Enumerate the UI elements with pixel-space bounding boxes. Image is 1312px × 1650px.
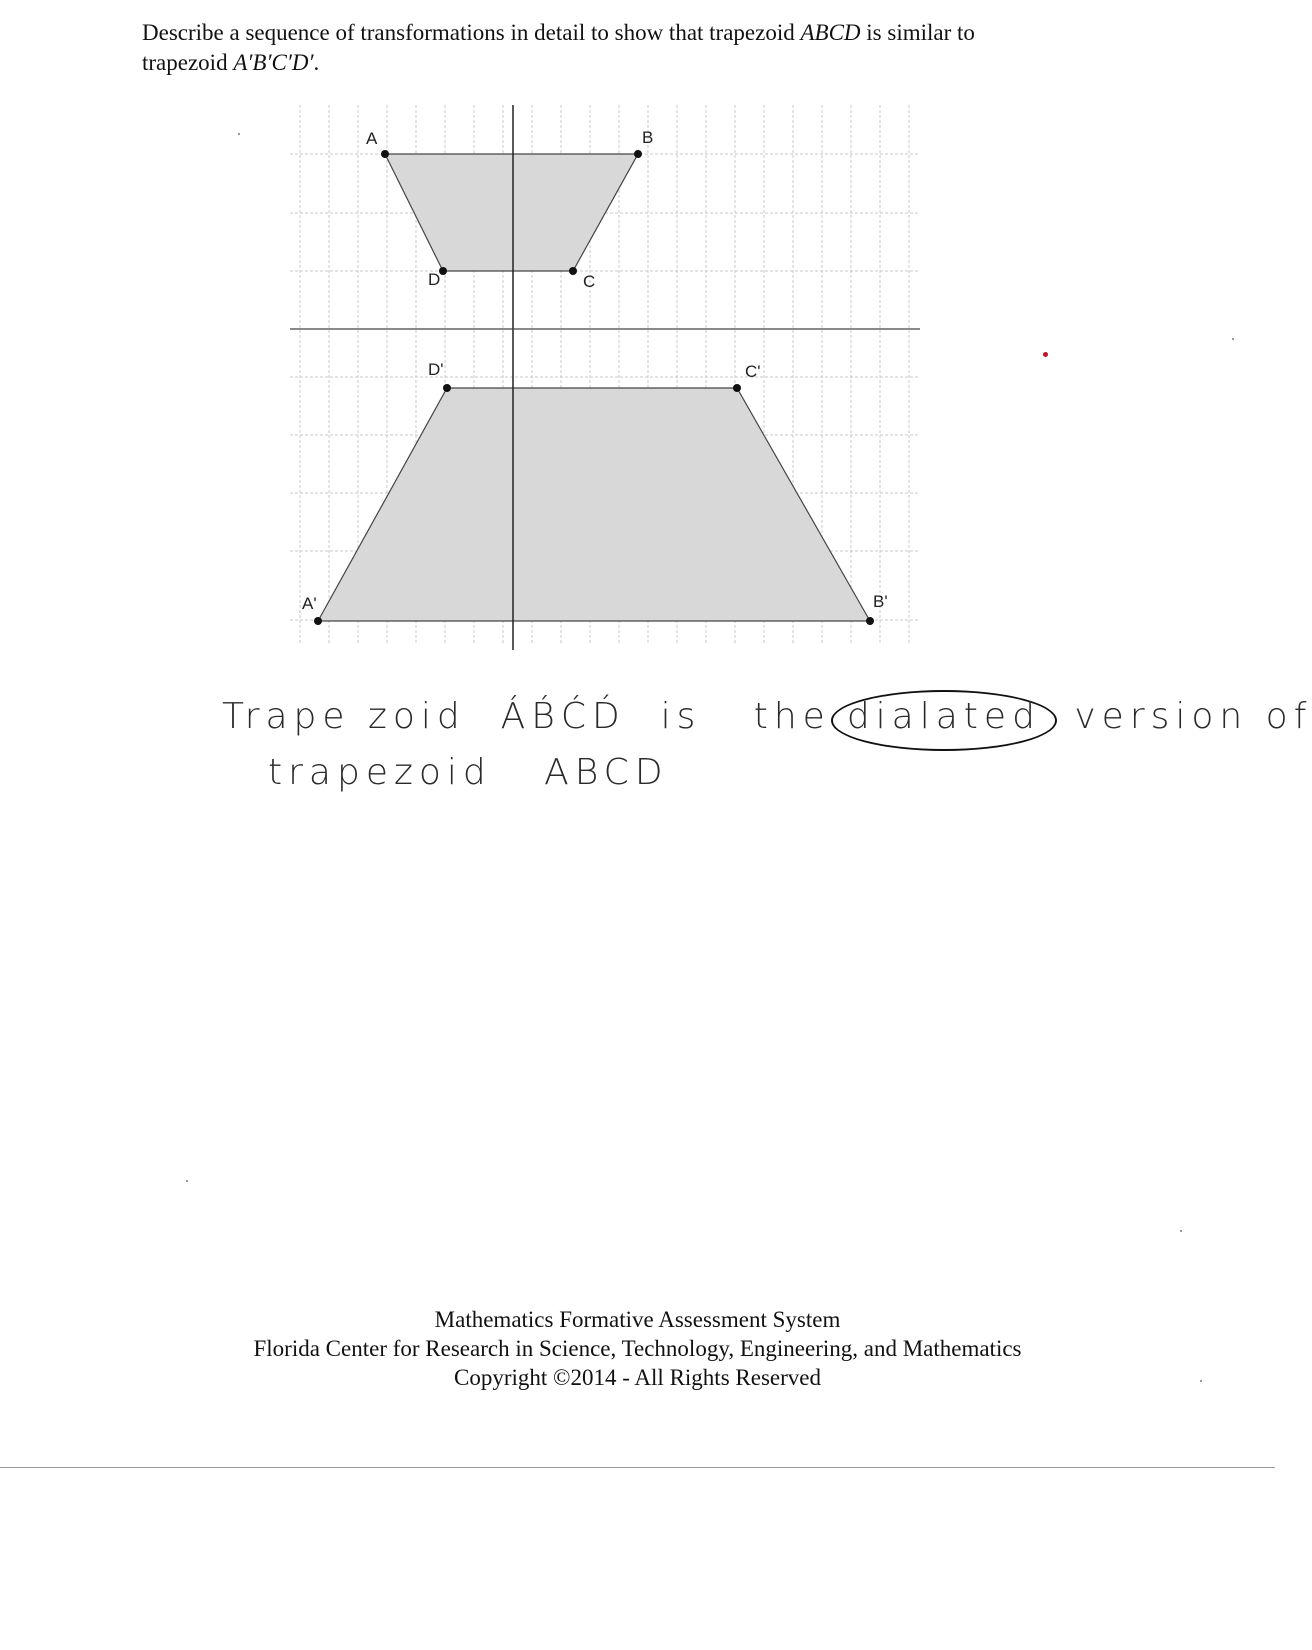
point-a-prime xyxy=(314,617,322,625)
question-part1: Describe a sequence of transformations in detail to show that trapezoid xyxy=(142,20,801,45)
point-b xyxy=(634,150,642,158)
label-b: B xyxy=(642,128,654,147)
point-c xyxy=(569,267,577,275)
coordinate-grid-figure xyxy=(290,105,930,660)
point-d-prime xyxy=(443,384,451,392)
scan-speck xyxy=(1180,1230,1182,1232)
label-a: A xyxy=(366,129,378,148)
footer-line-1: Mathematics Formative Assessment System xyxy=(434,1307,841,1332)
scan-speck-red xyxy=(1043,352,1048,357)
point-a xyxy=(381,150,389,158)
answer-word-is: is xyxy=(660,696,702,737)
scan-speck xyxy=(1200,1380,1202,1382)
handwritten-answer-line-2 xyxy=(268,752,669,793)
answer-word-abcd: ABCD xyxy=(544,752,669,793)
scan-speck xyxy=(186,1180,188,1182)
answer-word-trapezoid: Trape zoid xyxy=(222,696,466,737)
footer-line-3: Copyright ©2014 - All Rights Reserved xyxy=(454,1365,821,1390)
question-text xyxy=(142,18,1082,78)
page-divider xyxy=(0,1467,1275,1468)
scan-speck xyxy=(1232,338,1234,340)
label-b-prime: B' xyxy=(873,592,888,611)
scan-speck xyxy=(238,133,240,135)
trapezoid-abcd xyxy=(385,154,638,271)
answer-word-version-of: version of xyxy=(1074,696,1312,737)
question-part3: trapezoid xyxy=(142,50,234,75)
label-a-prime: A' xyxy=(302,594,317,613)
point-b-prime xyxy=(866,617,874,625)
label-c: C xyxy=(583,272,596,291)
question-part4: . xyxy=(313,50,320,75)
answer-word-the: the xyxy=(753,696,831,737)
circled-word-dialated: dialated xyxy=(831,690,1057,751)
label-d: D xyxy=(428,270,441,289)
label-c-prime: C' xyxy=(745,362,761,381)
label-d-prime: D' xyxy=(428,360,444,379)
shape-name-abcd: ABCD xyxy=(800,20,861,45)
point-c-prime xyxy=(733,384,741,392)
trapezoid-abcd-prime xyxy=(318,388,870,621)
answer-word-trapezoid-2: trapezoid xyxy=(268,752,492,793)
shape-name-abcd-prime: A′B′C′D′ xyxy=(233,50,314,75)
question-part2: is similar to xyxy=(860,20,975,45)
handwritten-answer-line-1 xyxy=(222,696,1312,737)
copyright-footer xyxy=(0,1305,1275,1392)
footer-line-2: Florida Center for Research in Science, Technology, Engineering, and Mathematics xyxy=(253,1336,1022,1361)
answer-word-abcd-prime: ÁB́ĆD́ xyxy=(500,696,626,737)
